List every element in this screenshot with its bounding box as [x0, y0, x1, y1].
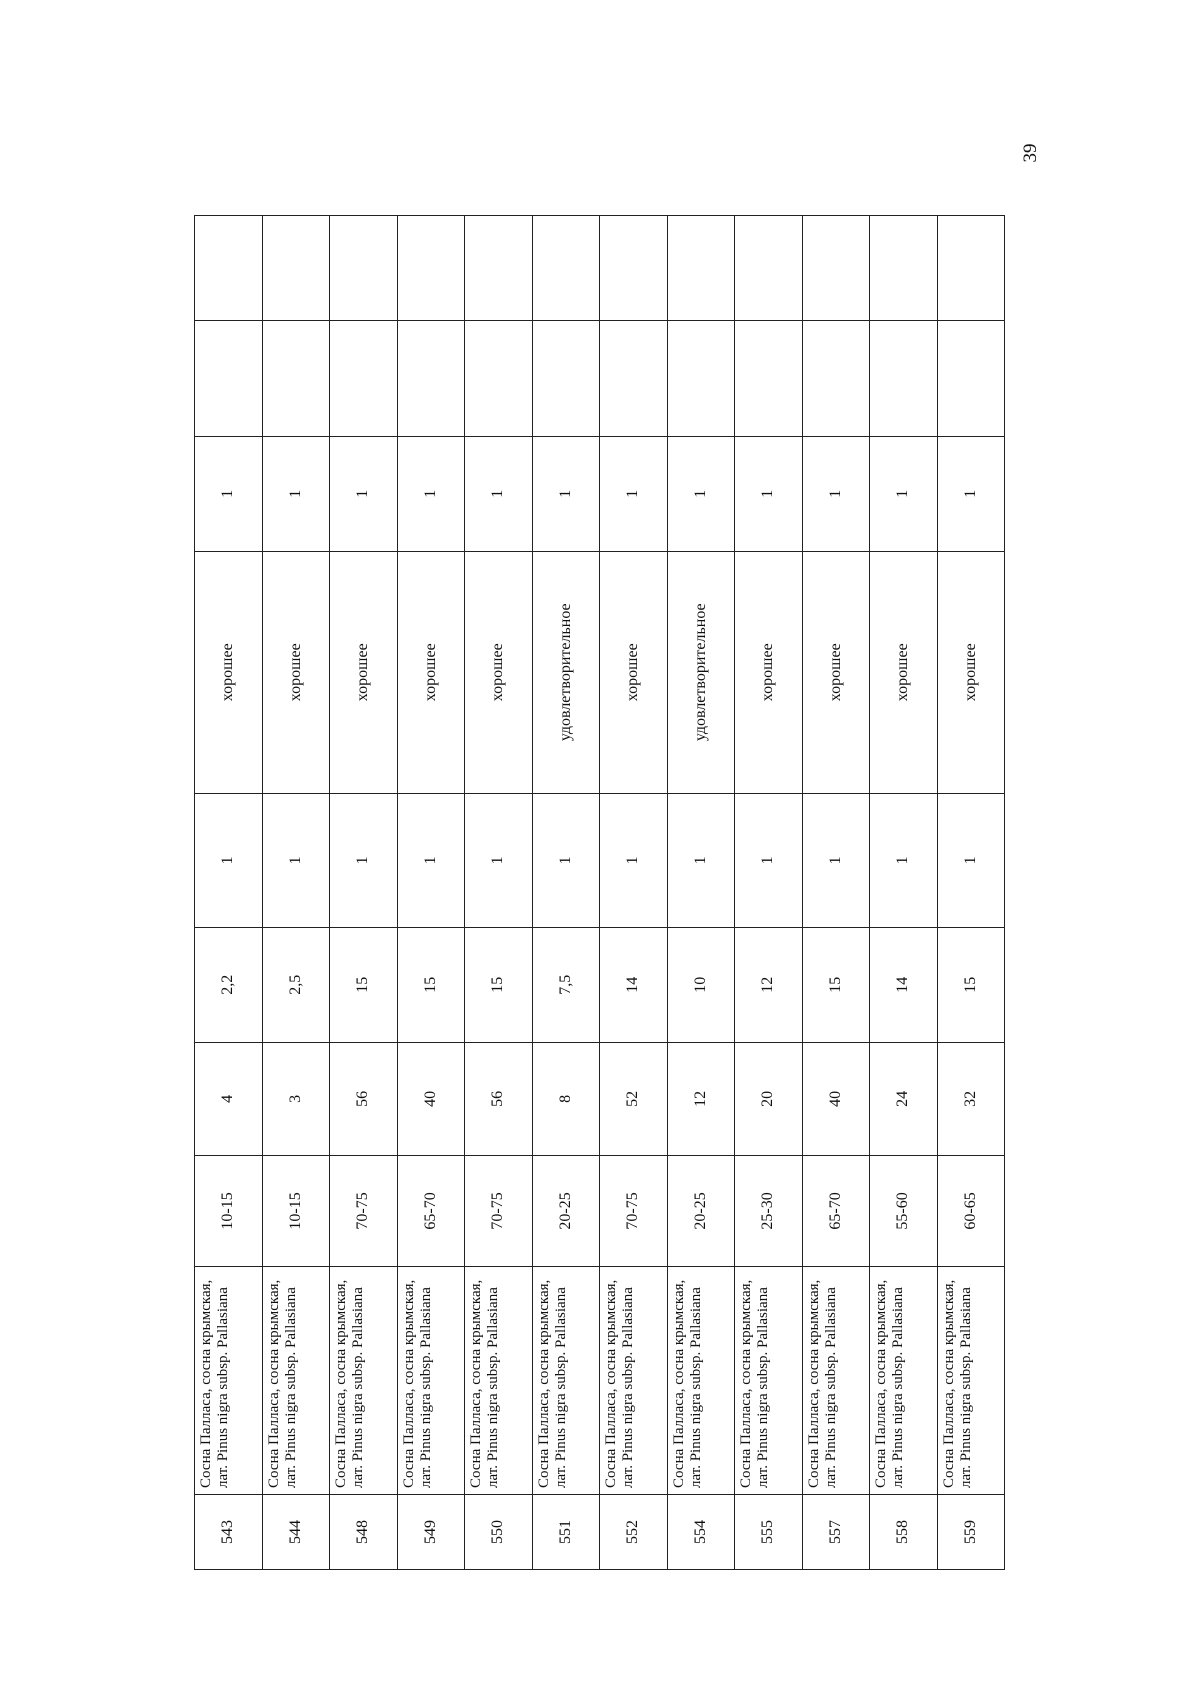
age-range: 70-75	[465, 1156, 533, 1266]
empty-cell	[262, 216, 330, 321]
tree-height: 2,2	[195, 927, 263, 1042]
species-name: Сосна Палласа, сосна крымская, лат. Pinus nigra subsp. Pallasiana	[667, 1266, 735, 1494]
tree-height: 15	[937, 927, 1005, 1042]
tree-condition: хорошее	[937, 551, 1005, 793]
empty-cell	[532, 321, 600, 437]
table-row	[397, 216, 465, 1570]
table-row	[262, 216, 330, 1570]
tree-count: 1	[262, 793, 330, 927]
species-name: Сосна Палласа, сосна крымская, лат. Pinus nigra subsp. Pallasiana	[330, 1266, 398, 1494]
trunk-diameter: 8	[532, 1042, 600, 1156]
count-secondary: 1	[870, 436, 938, 551]
empty-cell	[735, 216, 803, 321]
tree-condition: удовлетворительное	[667, 551, 735, 793]
count-secondary: 1	[735, 436, 803, 551]
empty-cell	[870, 321, 938, 437]
trunk-diameter: 24	[870, 1042, 938, 1156]
table-row	[330, 216, 398, 1570]
age-range: 25-30	[735, 1156, 803, 1266]
count-secondary: 1	[937, 436, 1005, 551]
species-name: Сосна Палласа, сосна крымская, лат. Pinus nigra subsp. Pallasiana	[195, 1266, 263, 1494]
tree-condition: хорошее	[465, 551, 533, 793]
row-number: 543	[195, 1494, 263, 1569]
tree-height: 15	[802, 927, 870, 1042]
row-number: 544	[262, 1494, 330, 1569]
tree-condition: хорошее	[600, 551, 668, 793]
empty-cell	[600, 216, 668, 321]
table-row	[532, 216, 600, 1570]
species-name: Сосна Палласа, сосна крымская, лат. Pinus nigra subsp. Pallasiana	[262, 1266, 330, 1494]
trunk-diameter: 40	[802, 1042, 870, 1156]
trunk-diameter: 32	[937, 1042, 1005, 1156]
trunk-diameter: 56	[465, 1042, 533, 1156]
tree-condition: хорошее	[195, 551, 263, 793]
tree-condition: удовлетворительное	[532, 551, 600, 793]
row-number: 554	[667, 1494, 735, 1569]
empty-cell	[397, 321, 465, 437]
empty-cell	[330, 321, 398, 437]
count-secondary: 1	[802, 436, 870, 551]
age-range: 20-25	[667, 1156, 735, 1266]
age-range: 70-75	[330, 1156, 398, 1266]
trunk-diameter: 20	[735, 1042, 803, 1156]
empty-cell	[802, 321, 870, 437]
empty-cell	[465, 321, 533, 437]
table-row	[802, 216, 870, 1570]
tree-condition: хорошее	[397, 551, 465, 793]
row-number: 558	[870, 1494, 938, 1569]
tree-height: 12	[735, 927, 803, 1042]
tree-condition: хорошее	[735, 551, 803, 793]
empty-cell	[667, 321, 735, 437]
row-number: 549	[397, 1494, 465, 1569]
tree-condition: хорошее	[262, 551, 330, 793]
tree-condition: хорошее	[802, 551, 870, 793]
tree-count: 1	[735, 793, 803, 927]
empty-cell	[937, 216, 1005, 321]
empty-cell	[465, 216, 533, 321]
empty-cell	[397, 216, 465, 321]
tree-count: 1	[397, 793, 465, 927]
table-row	[937, 216, 1005, 1570]
count-secondary: 1	[465, 436, 533, 551]
empty-cell	[195, 216, 263, 321]
empty-cell	[330, 216, 398, 321]
trunk-diameter: 52	[600, 1042, 668, 1156]
table-row	[870, 216, 938, 1570]
trunk-diameter: 12	[667, 1042, 735, 1156]
row-number: 551	[532, 1494, 600, 1569]
row-number: 550	[465, 1494, 533, 1569]
trunk-diameter: 3	[262, 1042, 330, 1156]
tree-count: 1	[195, 793, 263, 927]
age-range: 20-25	[532, 1156, 600, 1266]
row-number: 552	[600, 1494, 668, 1569]
age-range: 65-70	[802, 1156, 870, 1266]
species-name: Сосна Палласа, сосна крымская, лат. Pinus nigra subsp. Pallasiana	[397, 1266, 465, 1494]
tree-count: 1	[937, 793, 1005, 927]
tree-count: 1	[465, 793, 533, 927]
age-range: 65-70	[397, 1156, 465, 1266]
species-name: Сосна Палласа, сосна крымская, лат. Pinus nigra subsp. Pallasiana	[937, 1266, 1005, 1494]
trunk-diameter: 4	[195, 1042, 263, 1156]
empty-cell	[937, 321, 1005, 437]
count-secondary: 1	[397, 436, 465, 551]
empty-cell	[195, 321, 263, 437]
row-number: 548	[330, 1494, 398, 1569]
table-body	[195, 216, 1005, 1570]
species-name: Сосна Палласа, сосна крымская, лат. Pinus nigra subsp. Pallasiana	[532, 1266, 600, 1494]
tree-inventory-table-wrapper	[194, 215, 1004, 1570]
empty-cell	[532, 216, 600, 321]
tree-count: 1	[600, 793, 668, 927]
species-name: Сосна Палласа, сосна крымская, лат. Pinus nigra subsp. Pallasiana	[802, 1266, 870, 1494]
age-range: 70-75	[600, 1156, 668, 1266]
tree-count: 1	[667, 793, 735, 927]
count-secondary: 1	[330, 436, 398, 551]
tree-count: 1	[802, 793, 870, 927]
empty-cell	[262, 321, 330, 437]
age-range: 10-15	[195, 1156, 263, 1266]
count-secondary: 1	[532, 436, 600, 551]
count-secondary: 1	[667, 436, 735, 551]
tree-count: 1	[330, 793, 398, 927]
species-name: Сосна Палласа, сосна крымская, лат. Pinus nigra subsp. Pallasiana	[870, 1266, 938, 1494]
page-number: 39	[1020, 143, 1041, 163]
tree-height: 10	[667, 927, 735, 1042]
age-range: 10-15	[262, 1156, 330, 1266]
tree-height: 15	[397, 927, 465, 1042]
trunk-diameter: 40	[397, 1042, 465, 1156]
tree-height: 14	[600, 927, 668, 1042]
empty-cell	[735, 321, 803, 437]
species-name: Сосна Палласа, сосна крымская, лат. Pinus nigra subsp. Pallasiana	[465, 1266, 533, 1494]
count-secondary: 1	[195, 436, 263, 551]
tree-condition: хорошее	[870, 551, 938, 793]
count-secondary: 1	[600, 436, 668, 551]
tree-height: 2,5	[262, 927, 330, 1042]
empty-cell	[802, 216, 870, 321]
row-number: 555	[735, 1494, 803, 1569]
table-row	[600, 216, 668, 1570]
tree-height: 7,5	[532, 927, 600, 1042]
tree-height: 15	[465, 927, 533, 1042]
table-row	[735, 216, 803, 1570]
tree-height: 15	[330, 927, 398, 1042]
age-range: 55-60	[870, 1156, 938, 1266]
tree-condition: хорошее	[330, 551, 398, 793]
tree-count: 1	[532, 793, 600, 927]
count-secondary: 1	[262, 436, 330, 551]
table-row	[195, 216, 263, 1570]
empty-cell	[667, 216, 735, 321]
age-range: 60-65	[937, 1156, 1005, 1266]
tree-count: 1	[870, 793, 938, 927]
tree-height: 14	[870, 927, 938, 1042]
row-number: 557	[802, 1494, 870, 1569]
empty-cell	[600, 321, 668, 437]
row-number: 559	[937, 1494, 1005, 1569]
trunk-diameter: 56	[330, 1042, 398, 1156]
table-row	[465, 216, 533, 1570]
table-row	[667, 216, 735, 1570]
empty-cell	[870, 216, 938, 321]
tree-inventory-table	[194, 215, 1005, 1570]
species-name: Сосна Палласа, сосна крымская, лат. Pinus nigra subsp. Pallasiana	[735, 1266, 803, 1494]
species-name: Сосна Палласа, сосна крымская, лат. Pinus nigra subsp. Pallasiana	[600, 1266, 668, 1494]
